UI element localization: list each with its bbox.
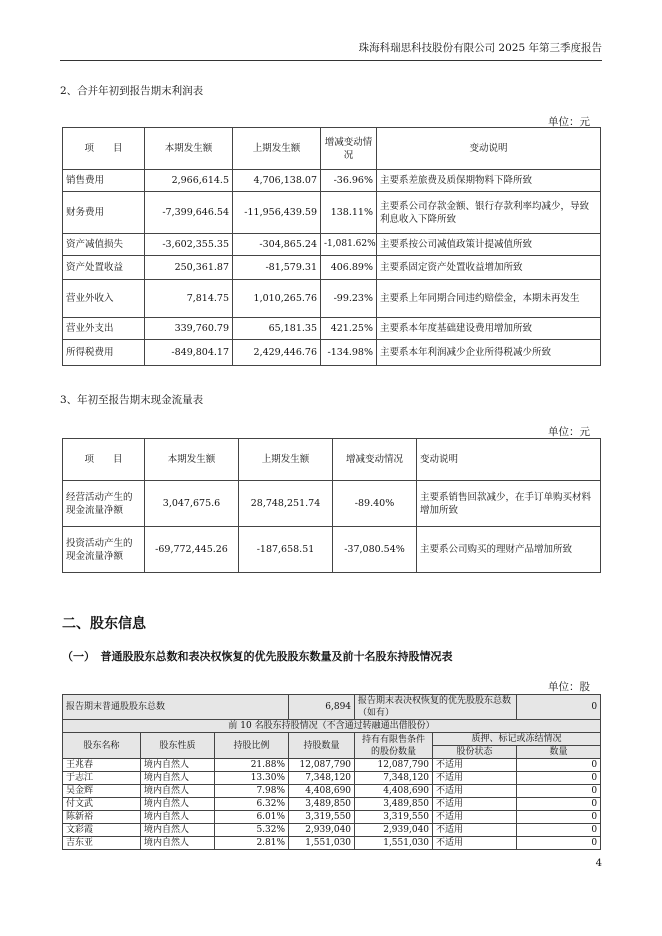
cell-previous: 4,706,138.07 — [233, 170, 321, 192]
cell-note: 主要系固定资产处置收益增加所致 — [377, 256, 601, 280]
cell-name: 于志江 — [63, 772, 141, 785]
total-shareholders-label: 报告期末普通股股东总数 — [63, 695, 289, 720]
cell-ratio: 6.01% — [215, 811, 289, 824]
cell-change: 421.25% — [321, 318, 377, 340]
table-row — [63, 811, 601, 824]
table-row — [63, 318, 601, 340]
table-row — [63, 256, 601, 280]
cell-current: 7,814.75 — [145, 280, 233, 318]
header-qty: 数量 — [517, 746, 601, 759]
cell-qty: 0 — [517, 785, 601, 798]
cell-current: 339,760.79 — [145, 318, 233, 340]
table-header-row — [63, 439, 601, 481]
cash-unit-label: 单位：元 — [548, 426, 590, 438]
summary-row — [63, 695, 601, 720]
table-row — [63, 340, 601, 366]
header-change: 增减变动情况 — [333, 439, 417, 481]
cell-change: -1,081.62% — [321, 234, 377, 256]
cell-count: 12,087,790 — [289, 759, 355, 772]
cell-item: 经营活动产生的现金流量净额 — [63, 481, 145, 527]
table-header-row — [63, 128, 601, 170]
cell-change: 138.11% — [321, 192, 377, 234]
shareholder-subheading: （一） 普通股股东总数和表决权恢复的优先股股东数量及前十名股东持股情况表 — [62, 650, 453, 663]
cell-item: 财务费用 — [63, 192, 145, 234]
cell-name: 王兆春 — [63, 759, 141, 772]
top10-title-row — [63, 720, 601, 733]
cell-nature: 境内自然人 — [141, 811, 215, 824]
cell-restricted: 12,087,790 — [355, 759, 433, 772]
cell-change: -37,080.54% — [333, 527, 417, 573]
cell-qty: 0 — [517, 798, 601, 811]
cell-nature: 境内自然人 — [141, 772, 215, 785]
header-name: 股东名称 — [63, 733, 141, 759]
cell-current: 2,966,614.5 — [145, 170, 233, 192]
cell-qty: 0 — [517, 772, 601, 785]
cell-note: 主要系上年同期合同违约赔偿金，本期未再发生 — [377, 280, 601, 318]
header-note: 变动说明 — [377, 128, 601, 170]
cell-nature: 境内自然人 — [141, 759, 215, 772]
cell-note: 主要系公司购买的理财产品增加所致 — [417, 527, 601, 573]
table-row — [63, 280, 601, 318]
cell-note: 主要系本年度基础建设费用增加所致 — [377, 318, 601, 340]
cell-previous: -11,956,439.59 — [233, 192, 321, 234]
cell-count: 3,319,550 — [289, 811, 355, 824]
cell-current: -849,804.17 — [145, 340, 233, 366]
header-restricted: 持有有限售条件的股份数量 — [355, 733, 433, 759]
cell-item: 资产处置收益 — [63, 256, 145, 280]
cell-nature: 境内自然人 — [141, 824, 215, 837]
cell-restricted: 1,551,030 — [355, 837, 433, 850]
cell-change: -89.40% — [333, 481, 417, 527]
cell-change: 406.89% — [321, 256, 377, 280]
cell-restricted: 4,408,690 — [355, 785, 433, 798]
header-note: 变动说明 — [417, 439, 601, 481]
cell-change: -134.98% — [321, 340, 377, 366]
cell-restricted: 7,348,120 — [355, 772, 433, 785]
cell-item: 资产减值损失 — [63, 234, 145, 256]
cell-count: 4,408,690 — [289, 785, 355, 798]
cell-ratio: 7.98% — [215, 785, 289, 798]
table-row — [63, 824, 601, 837]
cell-status: 不适用 — [433, 798, 517, 811]
total-shareholders-value: 6,894 — [289, 695, 355, 720]
cell-ratio: 13.30% — [215, 772, 289, 785]
cell-item: 投资活动产生的现金流量净额 — [63, 527, 145, 573]
cell-status: 不适用 — [433, 837, 517, 850]
cell-restricted: 3,489,850 — [355, 798, 433, 811]
shareholder-heading: 二、股东信息 — [62, 616, 146, 632]
cell-name: 文彩霞 — [63, 824, 141, 837]
income-unit-label: 单位：元 — [548, 116, 590, 128]
cell-count: 3,489,850 — [289, 798, 355, 811]
income-section-title: 2、合并年初到报告期末利润表 — [60, 85, 204, 97]
cell-previous: -81,579.31 — [233, 256, 321, 280]
cell-qty: 0 — [517, 824, 601, 837]
cell-previous: -304,865.24 — [233, 234, 321, 256]
cell-note: 主要系公司存款金额、银行存款利率均减少，导致利息收入下降所致 — [377, 192, 601, 234]
preferred-shareholders-label: 报告期末表决权恢复的优先股股东总数（如有） — [355, 695, 517, 720]
cell-ratio: 5.32% — [215, 824, 289, 837]
cell-item: 所得税费用 — [63, 340, 145, 366]
cell-note: 主要系差旅费及质保期物料下降所致 — [377, 170, 601, 192]
cell-previous: 65,181.35 — [233, 318, 321, 340]
table-row — [63, 527, 601, 573]
cell-item: 营业外收入 — [63, 280, 145, 318]
cell-status: 不适用 — [433, 759, 517, 772]
page-number: 4 — [595, 858, 602, 869]
cell-qty: 0 — [517, 837, 601, 850]
cell-note: 主要系销售回款减少，在手订单购买材料增加所致 — [417, 481, 601, 527]
header-item: 项 目 — [63, 128, 145, 170]
header-nature: 股东性质 — [141, 733, 215, 759]
cell-status: 不适用 — [433, 811, 517, 824]
cell-status: 不适用 — [433, 785, 517, 798]
cell-name: 吴金辉 — [63, 785, 141, 798]
shareholder-table — [62, 694, 601, 850]
table-row — [63, 837, 601, 850]
header-current: 本期发生额 — [145, 439, 239, 481]
cell-name: 陈新裕 — [63, 811, 141, 824]
table-row — [63, 759, 601, 772]
header-status: 股份状态 — [433, 746, 517, 759]
cell-name: 付文武 — [63, 798, 141, 811]
cell-qty: 0 — [517, 759, 601, 772]
header-item: 项 目 — [63, 439, 145, 481]
cell-current: -3,602,355.35 — [145, 234, 233, 256]
cell-item: 销售费用 — [63, 170, 145, 192]
table-row — [63, 772, 601, 785]
cell-restricted: 2,939,040 — [355, 824, 433, 837]
cell-current: -69,772,445.26 — [145, 527, 239, 573]
page-header: 珠海科瑞思科技股份有限公司 2025 年第三季度报告 — [358, 42, 602, 54]
cell-count: 2,939,040 — [289, 824, 355, 837]
cell-previous: 28,748,251.74 — [239, 481, 333, 527]
header-current: 本期发生额 — [145, 128, 233, 170]
cell-restricted: 3,319,550 — [355, 811, 433, 824]
cell-previous: -187,658.51 — [239, 527, 333, 573]
cell-item: 营业外支出 — [63, 318, 145, 340]
cell-name: 吉东亚 — [63, 837, 141, 850]
cell-ratio: 6.32% — [215, 798, 289, 811]
header-change: 增减变动情况 — [321, 128, 377, 170]
table-row — [63, 481, 601, 527]
cell-ratio: 21.88% — [215, 759, 289, 772]
cell-count: 7,348,120 — [289, 772, 355, 785]
cell-current: 3,047,675.6 — [145, 481, 239, 527]
table-row — [63, 234, 601, 256]
cell-note: 主要系本年利润减少企业所得税减少所致 — [377, 340, 601, 366]
cell-count: 1,551,030 — [289, 837, 355, 850]
cell-note: 主要系按公司减值政策计提减值所致 — [377, 234, 601, 256]
table-row — [63, 785, 601, 798]
table-header-row — [63, 733, 601, 746]
cell-nature: 境内自然人 — [141, 837, 215, 850]
cell-previous: 2,429,446.76 — [233, 340, 321, 366]
header-pledge: 质押、标记或冻结情况 — [433, 733, 601, 746]
table-row — [63, 192, 601, 234]
income-statement-table — [62, 127, 601, 366]
cell-change: -36.96% — [321, 170, 377, 192]
cell-ratio: 2.81% — [215, 837, 289, 850]
cell-status: 不适用 — [433, 772, 517, 785]
header-count: 持股数量 — [289, 733, 355, 759]
cell-status: 不适用 — [433, 824, 517, 837]
cell-previous: 1,010,265.76 — [233, 280, 321, 318]
cell-current: 250,361.87 — [145, 256, 233, 280]
header-previous: 上期发生额 — [233, 128, 321, 170]
cash-section-title: 3、年初至报告期末现金流量表 — [60, 394, 204, 406]
cell-change: -99.23% — [321, 280, 377, 318]
cash-flow-table — [62, 438, 601, 573]
shareholder-unit-label: 单位：股 — [548, 681, 590, 693]
header-previous: 上期发生额 — [239, 439, 333, 481]
top10-label: 前 10 名股东持股情况（不含通过转融通出借股份） — [63, 720, 601, 733]
cell-nature: 境内自然人 — [141, 798, 215, 811]
cell-qty: 0 — [517, 811, 601, 824]
table-row — [63, 170, 601, 192]
cell-nature: 境内自然人 — [141, 785, 215, 798]
preferred-shareholders-value: 0 — [517, 695, 601, 720]
header-ratio: 持股比例 — [215, 733, 289, 759]
table-row — [63, 798, 601, 811]
cell-current: -7,399,646.54 — [145, 192, 233, 234]
header-divider — [60, 60, 602, 61]
